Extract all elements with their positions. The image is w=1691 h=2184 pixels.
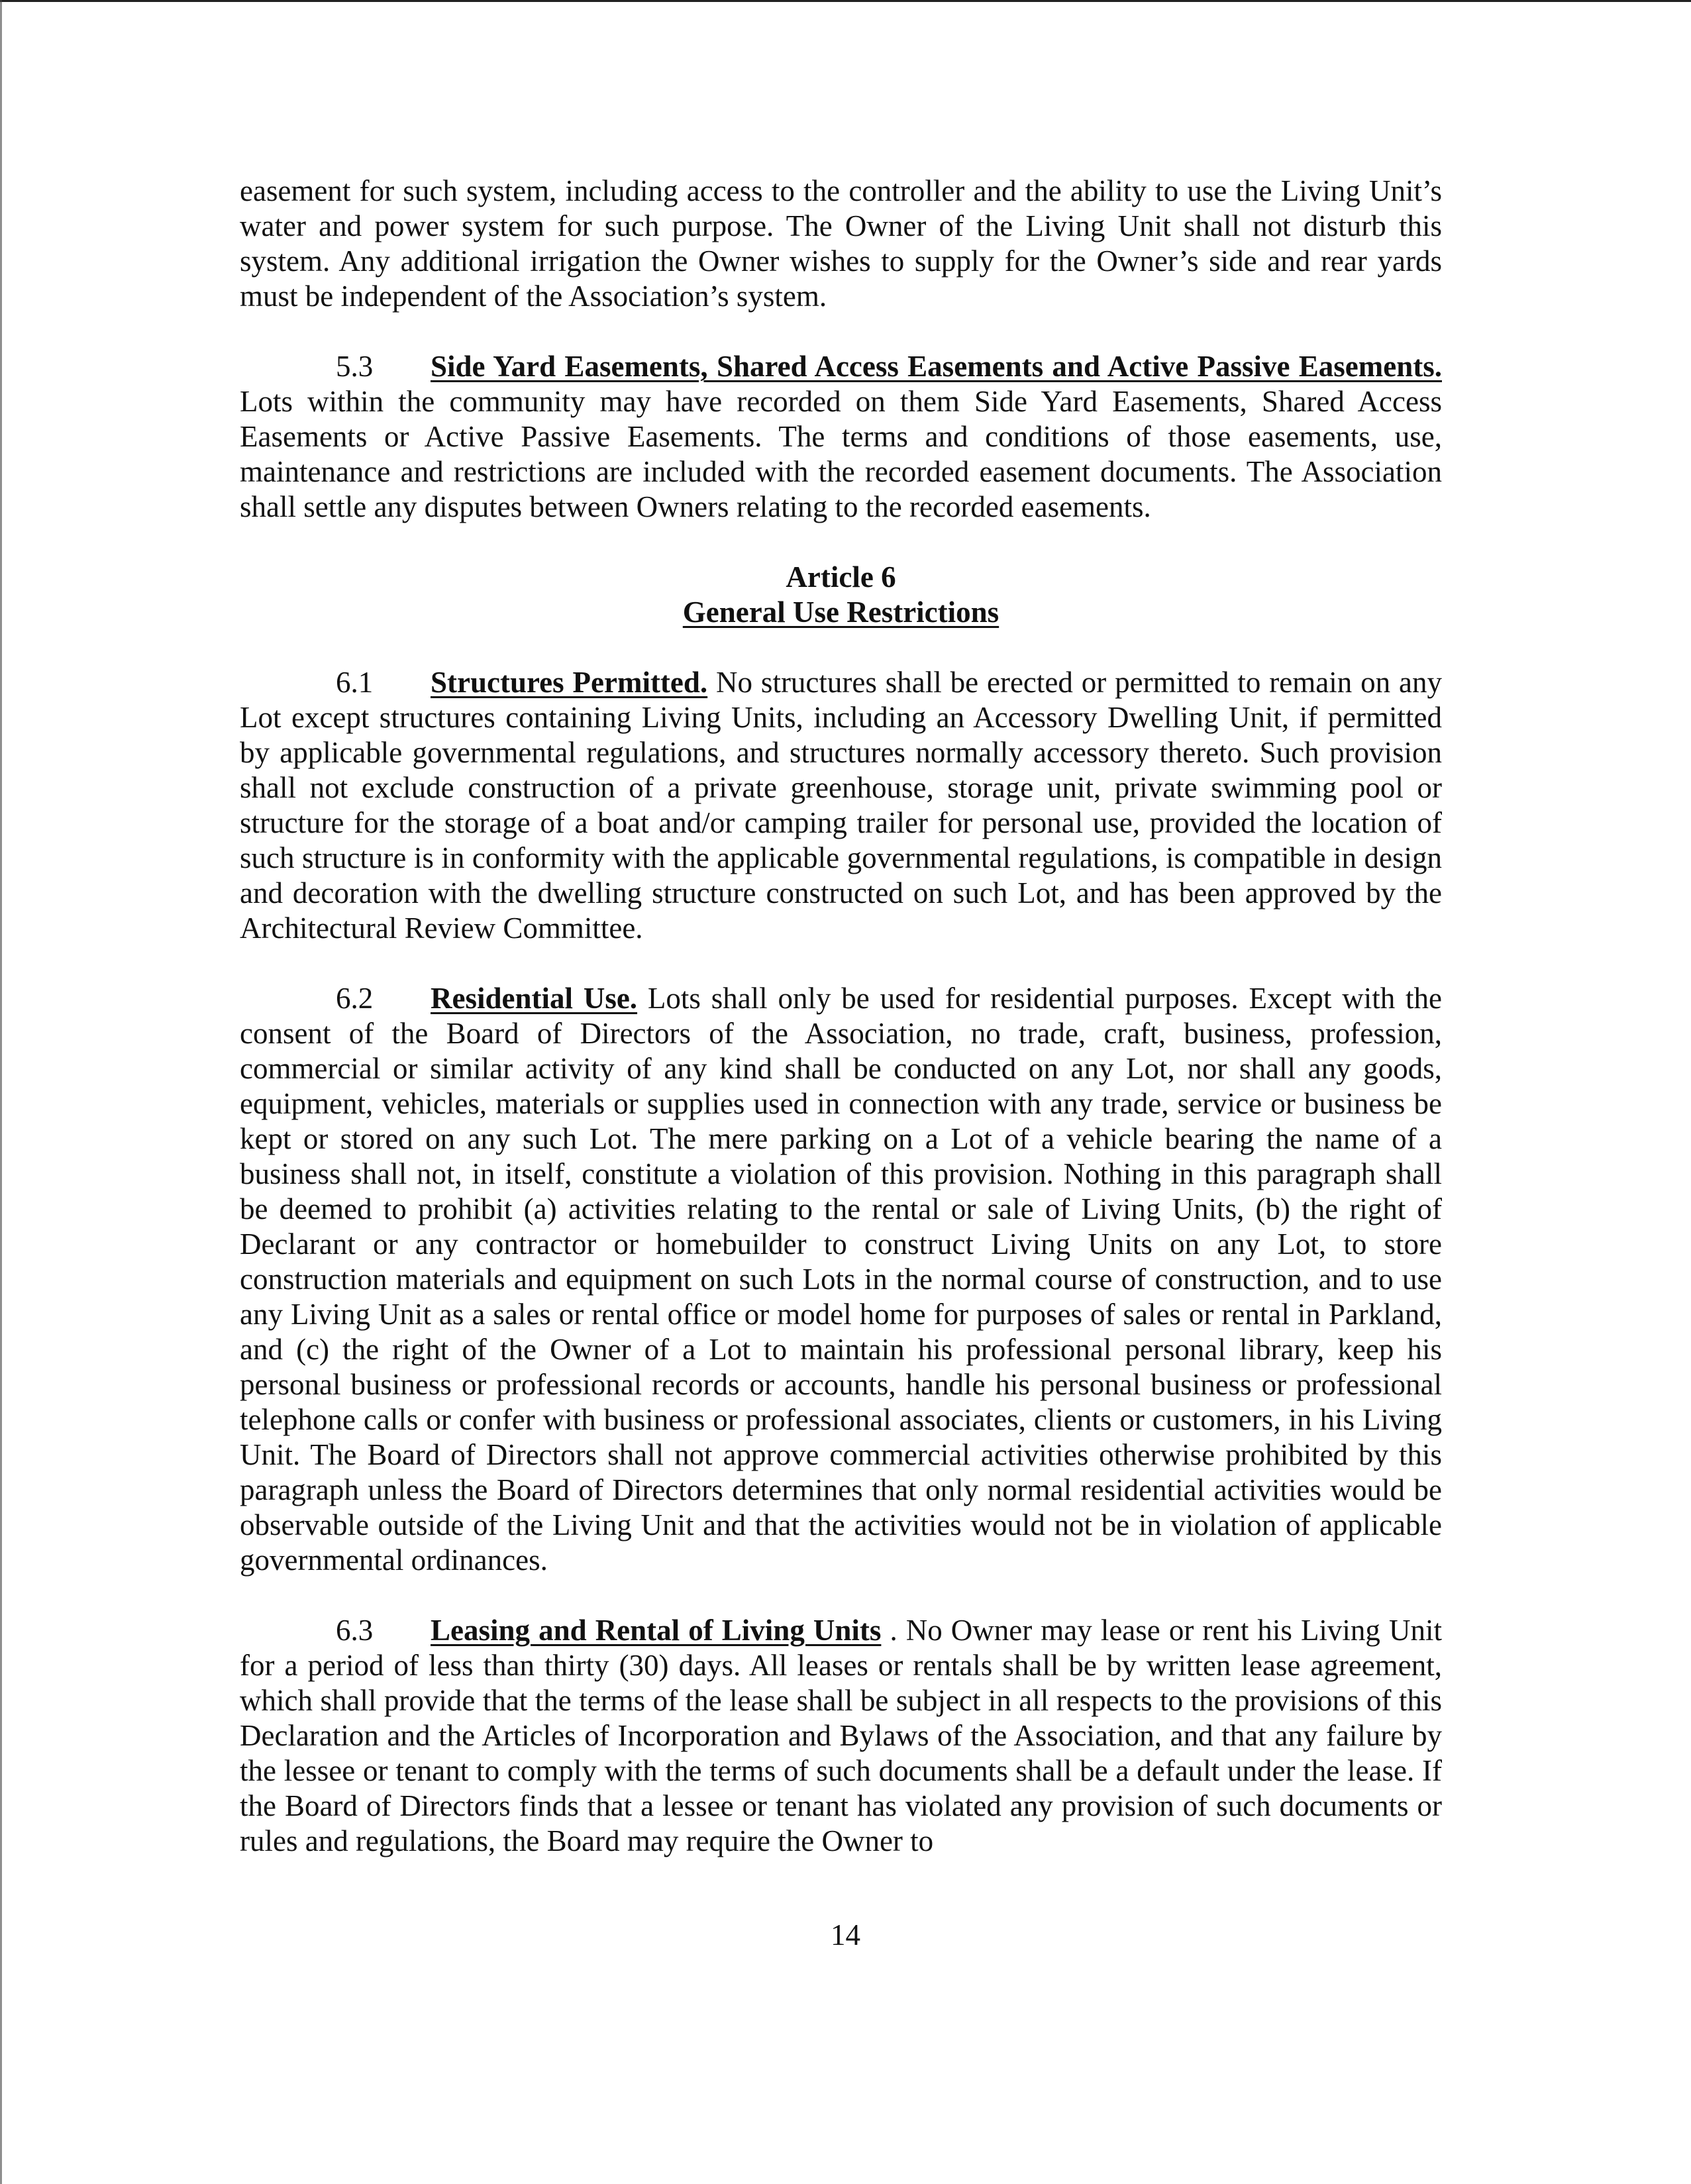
continuation-paragraph: easement for such system, including access to the controller and the ability to use the Living Unit’s water and power system for such purpose. The Owner of the Living Unit shall not disturb this system. Any additional irrigation the Owner wishes to supply for the Owner’s side and rear yards must be independent of the Association’s system. <box>240 174 1442 313</box>
section-number: 6.3 <box>336 1614 374 1647</box>
article-heading <box>240 560 1442 630</box>
section-6-3 <box>240 1613 1442 1859</box>
section-heading: Side Yard Easements, Shared Access Easements and Active Passive Easements. <box>431 350 1442 383</box>
page-number: 14 <box>831 1918 860 1951</box>
section-5-3 <box>240 349 1442 525</box>
document-page <box>240 174 1442 1859</box>
section-heading: Residential Use. <box>431 982 638 1015</box>
scan-left-edge <box>0 0 2 2184</box>
section-number: 5.3 <box>336 350 374 383</box>
section-number: 6.1 <box>336 666 374 699</box>
section-body: Lots within the community may have recorded on them Side Yard Easements, Shared Access Easements or Active Passive Easements. The terms and conditions of those easements, use, maintenance and restrictions are included with the recorded easement documents. The Association shall settle any disputes between Owners relating to the recorded easements. <box>240 385 1442 523</box>
section-body: Lots shall only be used for residential purposes. Except with the consent of the Board of Directors of the Association, no trade, craft, business, profession, commercial or similar activity of any kind shall be conducted on any Lot, nor shall any goods, equipment, vehicles, materials or supplies used in connection with any trade, service or business be kept or stored on any such Lot. The mere parking on a Lot of a vehicle bearing the name of a business shall not, in itself, constitute a violation of this provision. Nothing in this paragraph shall be deemed to prohibit (a) activities relating to the rental or sale of Living Units, (b) the right of Declarant or any contractor or homebuilder to construct Living Units on any Lot, to store construction materials and equipment on such Lots in the normal course of construction, and to use any Living Unit as a sales or rental office or model home for purposes of sales or rental in Parkland, and (c) the right of the Owner of a Lot to maintain his professional personal library, keep his personal business or professional records or accounts, handle his personal business or professional telephone calls or confer with business or professional associates, clients or customers, in his Living Unit. The Board of Directors shall not approve commercial activities otherwise prohibited by this paragraph unless the Board of Directors determines that only normal residential activities would be observable outside of the Living Unit and that the activities would not be in violation of applicable governmental ordinances. <box>240 982 1442 1577</box>
article-title: Article 6 <box>786 560 896 594</box>
article-subtitle: General Use Restrictions <box>682 596 999 629</box>
scan-top-edge <box>0 0 1691 2</box>
section-heading: Leasing and Rental of Living Units <box>431 1614 882 1647</box>
section-body: . No Owner may lease or rent his Living Unit for a period of less than thirty (30) days. All leases or rentals shall be by written lease agreement, which shall provide that the terms of the lease shall be subject in all respects to the provisions of this Declaration and the Articles of Incorporation and Bylaws of the Association, and that any failure by the lessee or tenant to comply with the terms of such documents shall be a default under the lease. If the Board of Directors finds that a lessee or tenant has violated any provision of such documents or rules and regulations, the Board may require the Owner to <box>240 1614 1442 1857</box>
section-6-2 <box>240 981 1442 1578</box>
section-number: 6.2 <box>336 982 374 1015</box>
section-body: No structures shall be erected or permitted to remain on any Lot except structures containing Living Units, including an Accessory Dwelling Unit, if permitted by applicable governmental regulations, and structures normally accessory thereto. Such provision shall not exclude construction of a private greenhouse, storage unit, private swimming pool or structure for the storage of a boat and/or camping trailer for personal use, provided the location of such structure is in conformity with the applicable governmental regulations, is compatible in design and decoration with the dwelling structure constructed on such Lot, and has been approved by the Architectural Review Committee. <box>240 666 1442 945</box>
section-6-1 <box>240 665 1442 946</box>
section-heading: Structures Permitted. <box>431 666 708 699</box>
